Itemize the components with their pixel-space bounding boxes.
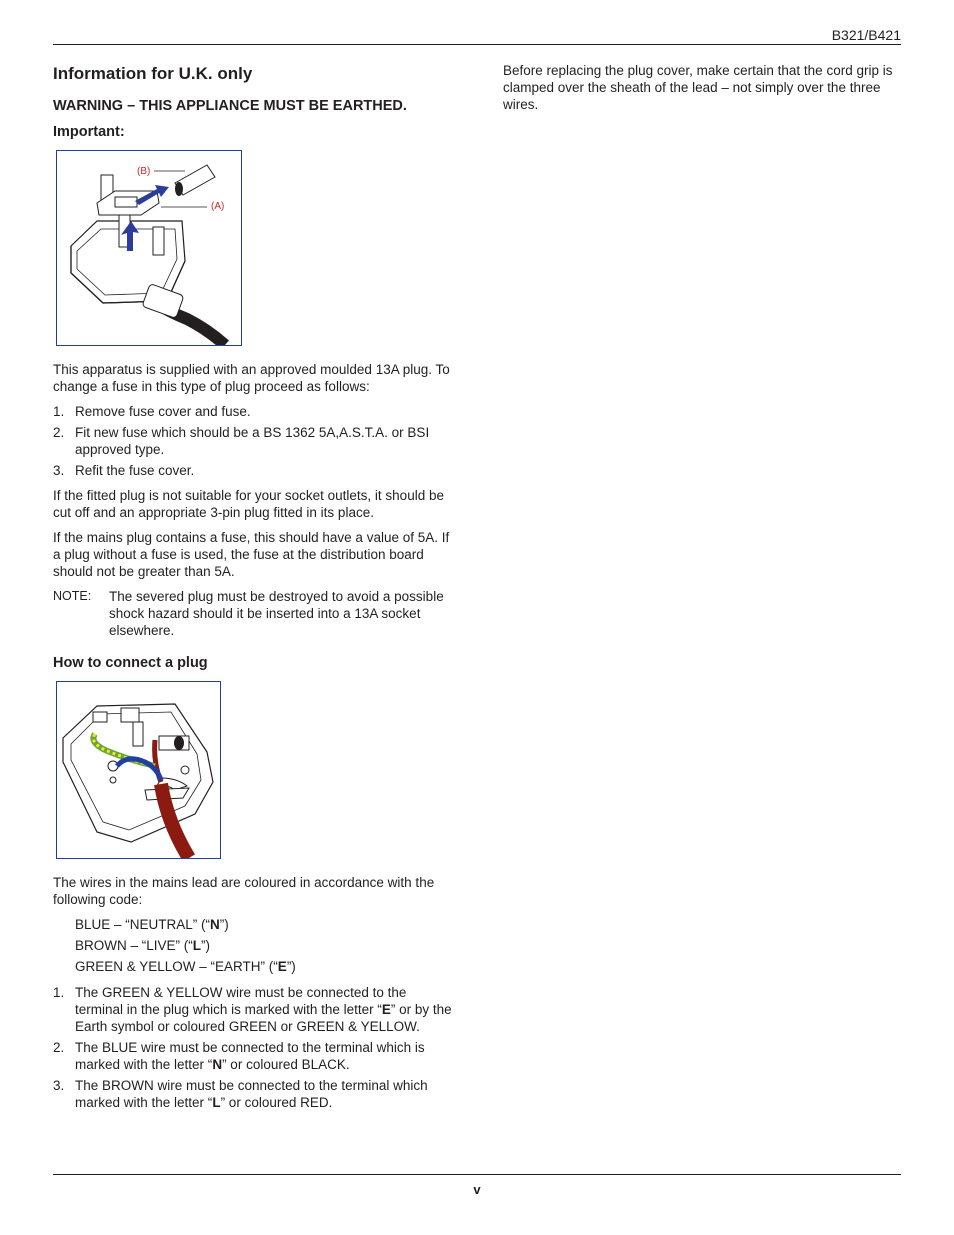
fuse-plug-illustration [56,150,242,346]
page-number: v [473,1182,481,1197]
wire-steps-list [53,984,453,1111]
plug-wiring-illustration [56,681,221,859]
warning-heading: WARNING – THIS APPLIANCE MUST BE EARTHED. [53,98,407,114]
list-item: 2. Fit new fuse which should be a BS 1362 5A,A.S.T.A. or BSI approved type. [53,425,430,457]
fuse-steps-list [53,403,453,479]
cord-grip-text: Before replacing the plug cover, make certain that the cord grip is clamped over the sheath of the lead – not simply over the three wires. [503,63,893,112]
wires-intro-text: The wires in the mains lead are coloured in accordance with the following code: [53,875,435,907]
connect-plug-heading: How to connect a plug [53,655,208,671]
page-title: Information for U.K. only [53,64,253,83]
list-item: 1. The GREEN & YELLOW wire must be connected to the terminal in the plug which is marked with the letter “E” or by the Earth symbol or coloured GREEN or GREEN & YELLOW. [53,985,452,1034]
fuse-plug-drawing [57,151,241,345]
code-neutral: BLUE – “NEUTRAL” (“N”) [75,917,229,932]
code-live: BROWN – “LIVE” (“L”) [75,938,211,953]
note [53,588,453,639]
note-text: The severed plug must be destroyed to avoid a possible shock hazard should it be inserted into a 13A socket elsewhere. [109,589,444,638]
important-heading: Important: [53,124,125,140]
list-item: 3. Refit the fuse cover. [53,463,195,478]
note-label: NOTE: [53,589,92,603]
code-earth: GREEN & YELLOW – “EARTH” (“E”) [75,959,296,974]
right-column [503,62,903,121]
colour-codes [75,916,453,975]
list-item: 3. The BROWN wire must be connected to the terminal which marked with the letter “L” or coloured RED. [53,1078,428,1110]
left-column [53,64,453,1119]
footer-rule [53,1174,901,1175]
list-item: 2. The BLUE wire must be connected to the terminal which is marked with the letter “N” or coloured BLACK. [53,1040,425,1072]
fuse-value-text: If the mains plug contains a fuse, this should have a value of 5A. If a plug without a fuse is used, the fuse at the distribution board should not be greater than 5A. [53,530,450,579]
unsuitable-plug-text: If the fitted plug is not suitable for your socket outlets, it should be cut off and an appropriate 3-pin plug fitted in its place. [53,488,444,520]
label-a: (A) [211,201,225,212]
intro-text: This apparatus is supplied with an approved moulded 13A plug. To change a fuse in this type of plug proceed as follows: [53,362,450,394]
model-number: B321/B421 [831,27,901,43]
plug-wiring-drawing [57,682,220,858]
list-item: 1. Remove fuse cover and fuse. [53,404,251,419]
header-rule [53,44,901,45]
label-b: (B) [137,166,151,177]
